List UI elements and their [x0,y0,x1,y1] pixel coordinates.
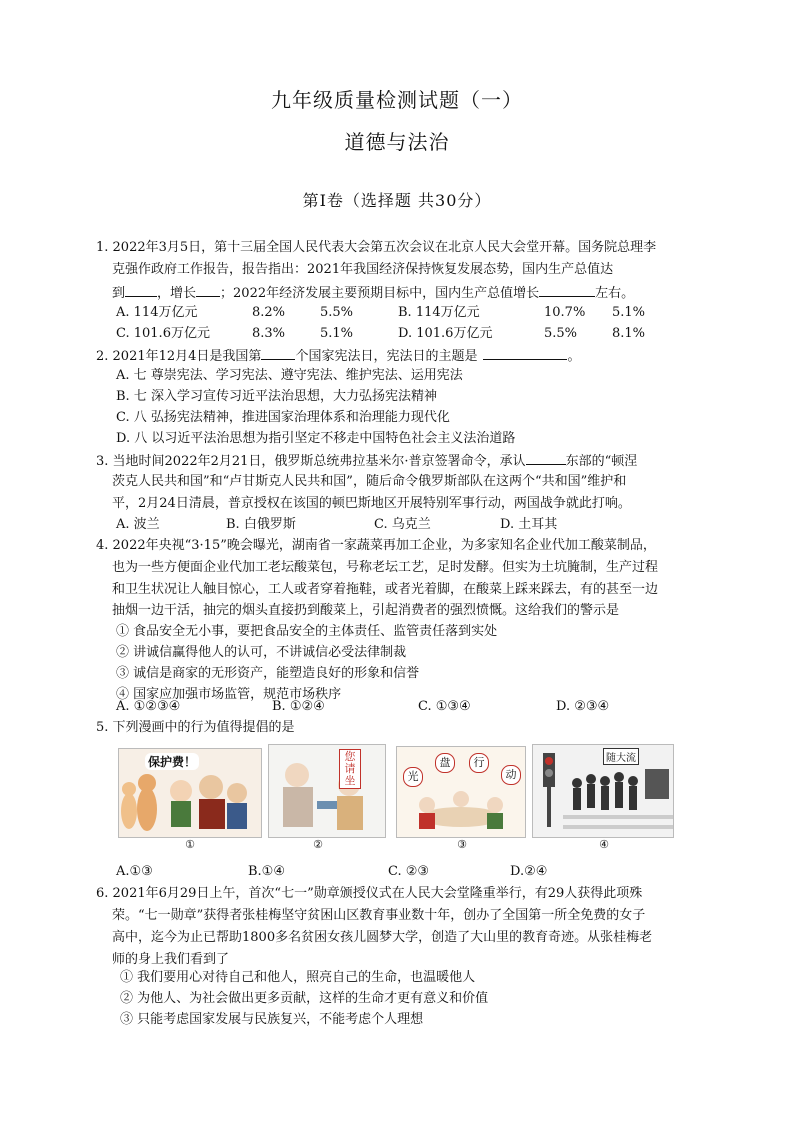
q3-blank [526,450,566,465]
cartoon-2 [268,744,386,838]
q4-line2: 也为一些方便面企业代加工老坛酸菜包，号称老坛工艺，足时发酵。但实为土坑腌制，生产过程 [112,560,659,575]
q1-option-c-rate1: 8.3% [252,326,286,341]
q1-blank-3 [539,282,595,297]
cartoon-1 [118,748,262,838]
q2-text-c: 。 [567,349,581,364]
q4-option-c: C. ①③④ [418,699,471,714]
section-title: 第Ⅰ卷（选择题 共30分） [302,191,492,210]
q3-line1 [96,450,637,472]
q1-option-b-rate1: 10.7% [544,305,586,320]
q1-line2: 克强作政府工作报告，报告指出：2021年我国经济保持恢复发展态势，国内生产总值达 [112,262,614,277]
cartoon-1-caption: ① [185,838,195,851]
q3-option-a: A. 波兰 [116,517,160,532]
q1-option-d-rate2: 8.1% [612,326,646,341]
q4-line3: 和卫生状况让人触目惊心，工人或者穿着拖鞋，或者光着脚，在酸菜上踩来踩去，有的甚至一边 [112,582,659,597]
q5-option-d: D.②④ [510,864,548,879]
exam-title: 九年级质量检测试题（一） [271,88,523,112]
cartoon-3-char-2: 盘 [435,753,455,773]
q1-option-a-rate2: 5.5% [320,305,354,320]
cartoon-3 [396,746,526,838]
q1-text-b: ，增长 [157,286,197,301]
q6-statement-2: ② 为他人、为社会做出更多贡献，这样的生命才更有意义和价值 [120,991,489,1006]
cartoon-4 [532,744,674,838]
cartoon-3-char-3: 行 [469,753,489,773]
q1-line1: 1. 2022年3月5日，第十三届全国人民代表大会第五次会议在北京人民大会堂开幕。国务院总理李 [96,240,657,255]
q1-option-a-amount: A. 114万亿元 [116,305,198,320]
q1-option-b-amount: B. 114万亿元 [398,305,480,320]
cartoon-3-char-4: 动 [501,765,521,785]
q4-statement-1: ① 食品安全无小事，要把食品安全的主体责任、监管责任落到实处 [116,624,498,639]
q4-statement-2: ② 讲诚信赢得他人的认可，不讲诚信必受法律制裁 [116,645,407,660]
q5-option-c: C. ②③ [388,864,430,879]
cartoon-3-char-1: 光 [403,767,423,787]
q5-option-b: B.①④ [248,864,285,879]
q5-option-a: A.①③ [116,864,153,879]
q1-option-a-rate1: 8.2% [252,305,286,320]
cartoon-3-caption: ③ [457,838,467,851]
q1-text-d: 左右。 [595,286,635,301]
cartoon-4-caption: ④ [599,838,609,851]
q1-text-a: 到 [112,286,126,301]
q1-option-c-amount: C. 101.6万亿元 [116,326,210,341]
q1-option-d-rate1: 5.5% [544,326,578,341]
q1-blank-2 [196,282,220,297]
q3-text-a: 3. 当地时间2022年2月21日，俄罗斯总统弗拉基米尔·普京签署命令，承认 [96,454,526,469]
q2-blank-2 [483,345,567,360]
q3-option-b: B. 白俄罗斯 [226,517,296,532]
q3-text-b: 东部的“顿涅 [565,454,638,469]
q2-text-b: 个国家宪法日，宪法日的主题是 [295,349,478,364]
q3-option-c: C. 乌克兰 [374,517,431,532]
q4-line4: 抽烟一边干活，抽完的烟头直接扔到酸菜上，引起消费者的强烈愤慨。这给我们的警示是 [112,603,620,618]
q6-line2: 荣。“七一勋章”获得者张桂梅坚守贫困山区教育事业数十年，创办了全国第一所全免费的女子 [112,908,646,923]
subject-title: 道德与法治 [344,130,450,154]
q6-line3: 高中，迄今为止已帮助1800多名贫困女孩儿圆梦大学，创造了大山里的教育奇迹。从张桂梅老 [112,930,653,945]
q2-blank-1 [261,345,295,360]
q2-line1 [96,345,580,367]
q6-statement-3: ③ 只能考虑国家发展与民族复兴，不能考虑个人理想 [120,1012,424,1027]
q4-option-a: A. ①②③④ [116,699,181,714]
q1-option-c-rate2: 5.1% [320,326,354,341]
q3-line2: 茨克人民共和国”和“卢甘斯克人民共和国”，随后命令俄罗斯部队在这两个“共和国”维护和 [112,474,627,489]
q1-text-c: ；2022年经济发展主要预期目标中，国内生产总值增长 [220,286,540,301]
q1-line3 [112,282,634,304]
cartoon-4-speech: 随大流 [603,748,639,765]
q1-blank-1 [125,282,157,297]
q4-option-d: D. ②③④ [556,699,610,714]
q4-option-b: B. ①②④ [272,699,325,714]
cartoon-1-speech: 保护费！ [145,753,199,770]
q2-option-d: D. 八 以习近平法治思想为指引坚定不移走中国特色社会主义法治道路 [116,431,516,446]
q6-line4: 师的身上我们看到了 [112,952,230,967]
q3-line3: 平，2月24日清晨，普京授权在该国的顿巴斯地区开展特别军事行动，两国战争就此打响。 [112,496,631,511]
q3-option-d: D. 土耳其 [500,517,558,532]
cartoon-2-speech: 您请坐 [339,749,361,789]
q2-option-a: A. 七 尊崇宪法、学习宪法、遵守宪法、维护宪法、运用宪法 [116,368,463,383]
q2-text-a: 2. 2021年12月4日是我国第 [96,349,262,364]
q6-statement-1: ① 我们要用心对待自己和他人，照亮自己的生命，也温暖他人 [120,970,476,985]
q2-option-c: C. 八 弘扬宪法精神，推进国家治理体系和治理能力现代化 [116,410,450,425]
q1-option-d-amount: D. 101.6万亿元 [398,326,493,341]
q4-statement-3: ③ 诚信是商家的无形资产，能塑造良好的形象和信誉 [116,666,420,681]
q4-statement-4: ④ 国家应加强市场监管，规范市场秩序 [116,687,342,702]
cartoon-2-caption: ② [313,838,323,851]
q4-line1: 4. 2022年央视“3·15”晚会曝光，湖南省一家蔬菜再加工企业，为多家知名企业代加工酸菜制品， [96,538,656,553]
q2-option-b: B. 七 深入学习宣传习近平法治思想，大力弘扬宪法精神 [116,389,437,404]
q1-option-b-rate2: 5.1% [612,305,646,320]
q6-line1: 6. 2021年6月29日上午，首次“七一”勋章颁授仪式在人民大会堂隆重举行，有29人获得此项殊 [96,886,643,901]
q5-line1: 5. 下列漫画中的行为值得提倡的是 [96,720,295,735]
